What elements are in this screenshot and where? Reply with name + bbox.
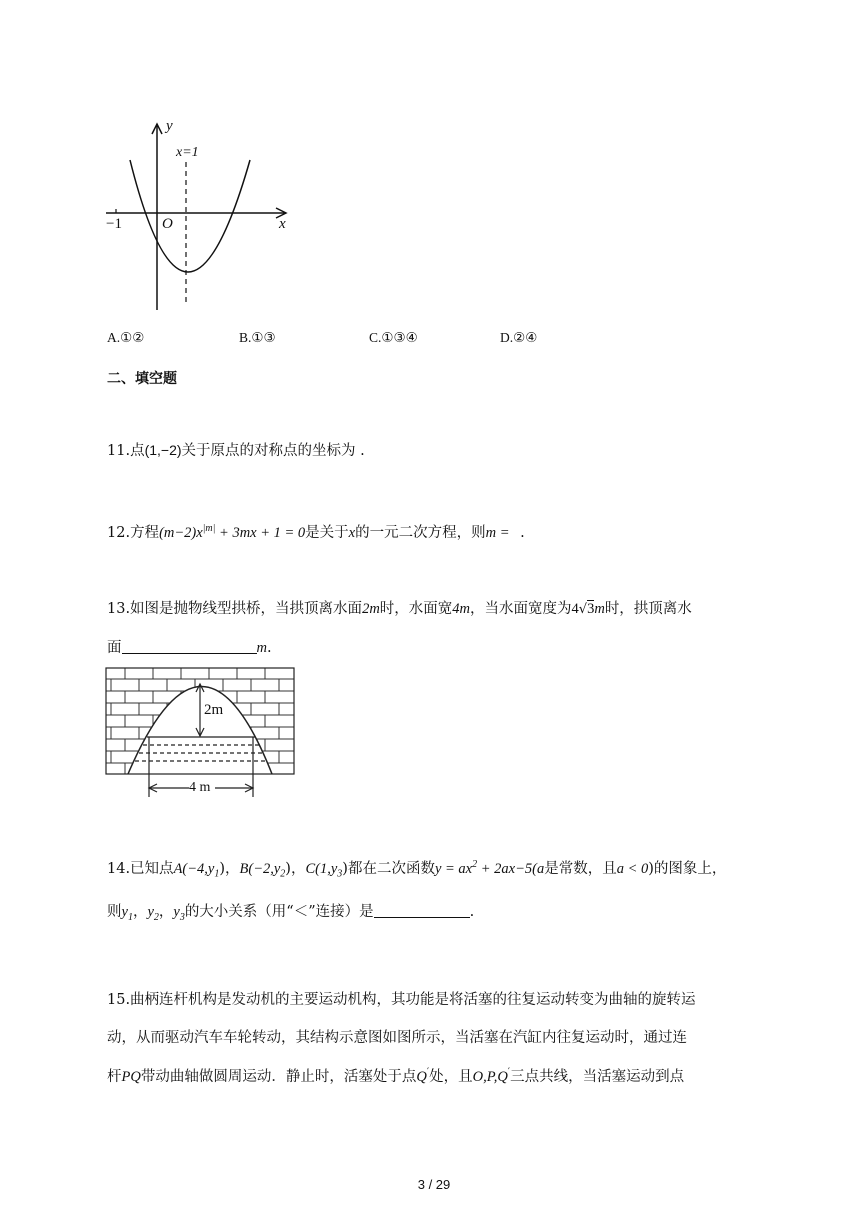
option-d: D.②④ (500, 330, 538, 345)
neg1-label: −1 (106, 216, 122, 232)
question-11: 11.点(1,−2)关于原点的对称点的坐标为 . (107, 442, 365, 459)
option-b: B.①③ (239, 330, 276, 345)
question-15-line2: 动，从而驱动汽车车轮转动，其结构示意图如图所示，当活塞在汽缸内往复运动时，通过连 (107, 1030, 687, 1046)
question-14-line1: 14.已知点$A(-4,y_1)$，$B(-2,y_2)$，$C(1,y_3)$都在二次函数$y = ax^2 + 2ax-5(a$是常数，且a < 0)的图象上， (107, 859, 727, 880)
question-13-line1: 13.如图是抛物线型拱桥，当拱顶离水面2m时，水面宽4m，当水面宽度为4√3m时，拱顶离水 (107, 601, 692, 617)
parabola-curve (130, 160, 250, 272)
bridge-width-label: 4 m (189, 780, 211, 795)
answer-blank-13[interactable] (122, 653, 257, 654)
option-c: C.①③④ (369, 330, 418, 345)
option-a: A.①② (107, 330, 145, 345)
question-12: 12.方程$(m-2)x^{|m|} + 3mx + 1 = 0$是关于x的一元二次方程，则m = . (107, 523, 525, 541)
x-axis-label: x (279, 216, 286, 232)
question-14-line2: 则$y_1$，$y_2$，$y_3$的大小关系（用“＜”连接）是 . (107, 904, 475, 923)
answer-blank-14[interactable] (374, 917, 470, 918)
question-15-line1: 15.曲柄连杆机构是发动机的主要运动机构，其功能是将活塞的往复运动转变为曲轴的旋转运 (107, 992, 696, 1008)
symmetry-line-label: x=1 (176, 145, 199, 160)
question-13-line2: 面 m. (107, 640, 272, 656)
section-title: 二、填空题 (107, 371, 177, 387)
question-15-line3: 杆PQ带动曲轴做圆周运动．静止时，活塞处于点Q′处，且O,P,Q′三点共线，当活塞运动到点 (107, 1067, 685, 1085)
origin-label: O (162, 216, 173, 232)
parabola-graph (100, 112, 300, 317)
bridge-height-label: 2m (204, 702, 224, 718)
page-number: 3 / 29 (417, 1177, 451, 1192)
y-axis-label: y (166, 118, 173, 134)
